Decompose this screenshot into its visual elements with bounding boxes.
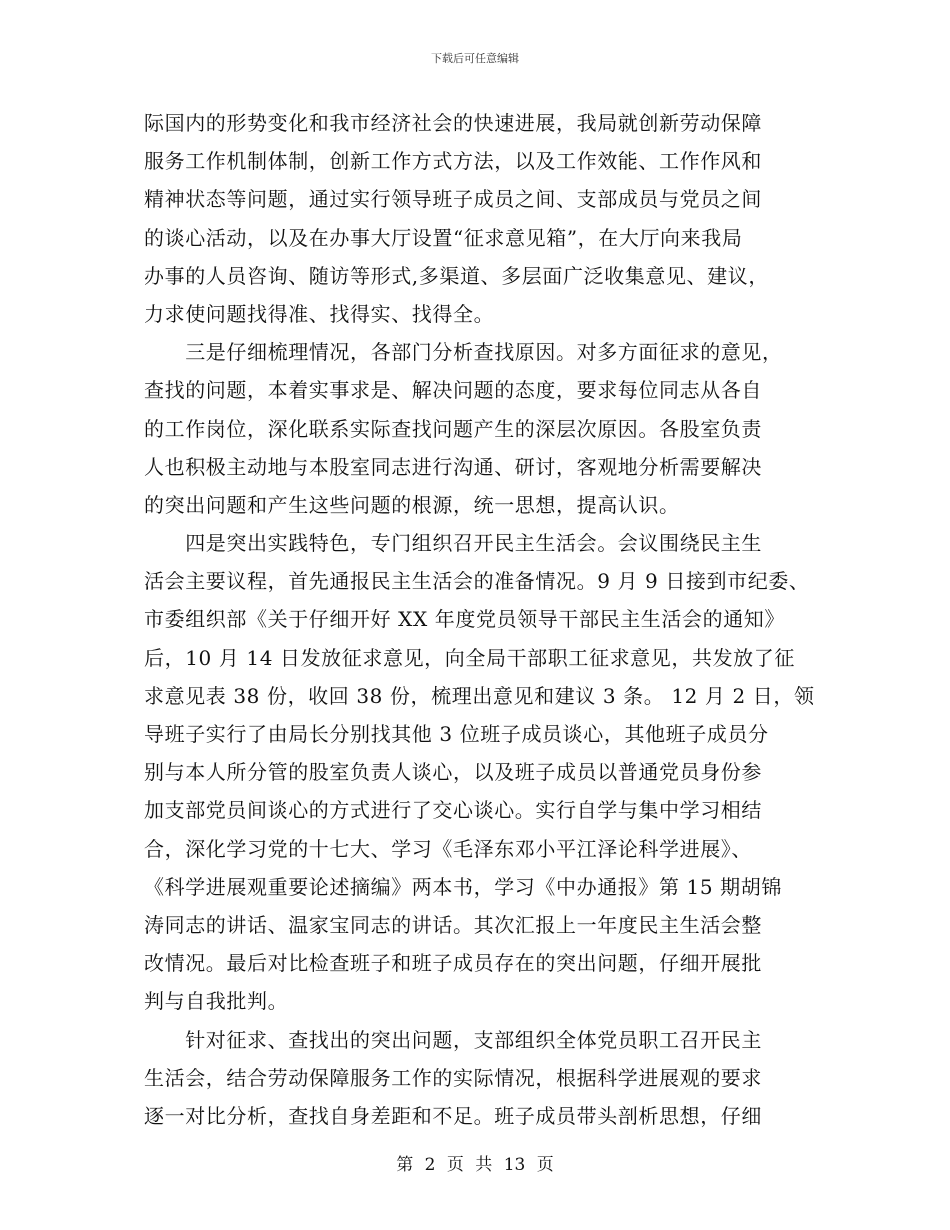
text-line: 人也积极主动地与本股室同志进行沟通、研讨，客观地分析需要解决	[144, 454, 762, 479]
text-line: 后，10 月 14 日发放征求意见，向全局干部职工征求意见，共发放了征	[144, 645, 795, 670]
text-line: 《科学进展观重要论述摘编》两本书，学习《中办通报》第 15 期胡锦	[144, 874, 782, 899]
text-line: 活会主要议程，首先通报民主生活会的准备情况。9 月 9 日接到市纪委、	[144, 569, 810, 594]
text-line: 别与本人所分管的股室负责人谈心，以及班子成员以普通党员身份参	[144, 760, 762, 785]
text-line: 的突出问题和产生这些问题的根源，统一思想，提高认识。	[144, 492, 680, 517]
text-line: 的工作岗位，深化联系实际查找问题产生的深层次原因。各股室负责	[144, 416, 762, 441]
text-line: 力求使问题找得准、找得实、找得全。	[144, 301, 495, 326]
text-line: 逐一对比分析，查找自身差距和不足。班子成员带头剖析思想，仔细	[144, 1103, 762, 1128]
text-line: 服务工作机制体制，创新工作方式方法，以及工作效能、工作作风和	[144, 149, 762, 174]
text-line: 改情况。最后对比检查班子和班子成员存在的突出问题，仔细开展批	[144, 951, 762, 976]
text-line: 生活会，结合劳动保障服务工作的实际情况，根据科学进展观的要求	[144, 1065, 762, 1090]
text-line: 办事的人员咨询、随访等形式,多渠道、多层面广泛收集意见、建议，	[144, 263, 769, 288]
text-line: 三是仔细梳理情况，各部门分析查找原因。对多方面征求的意见，	[144, 340, 783, 365]
text-line: 导班子实行了由局长分别找其他 3 位班子成员谈心，其他班子成员分	[144, 722, 769, 746]
page-footer: 第 2 页 共 13 页	[396, 1155, 554, 1175]
text-line: 针对征求、查找出的突出问题，支部组织全体党员职工召开民主	[144, 1027, 762, 1052]
text-line: 涛同志的讲话、温家宝同志的讲话。其次汇报上一年度民主生活会整	[144, 912, 762, 937]
text-line: 求意见表 38 份，收回 38 份，梳理出意见和建议 3 条。 12 月 2 日，领	[144, 683, 815, 708]
text-line: 判与自我批判。	[144, 989, 289, 1014]
document-body	[144, 104, 814, 1135]
page-header: 下载后可任意编辑	[431, 52, 519, 65]
text-line: 查找的问题，本着实事求是、解决问题的态度，要求每位同志从各自	[144, 378, 762, 403]
text-line: 四是突出实践特色，专门组织召开民主生活会。会议围绕民主生	[144, 531, 762, 556]
text-line: 精神状态等问题，通过实行领导班子成员之间、支部成员与党员之间	[144, 187, 762, 212]
text-line: 的谈心活动，以及在办事大厅设置“征求意见箱”，在大厅向来我局	[144, 225, 743, 250]
text-line: 合，深化学习党的十七大、学习《毛泽东邓小平江泽论科学进展》、	[144, 836, 752, 861]
text-line: 际国内的形势变化和我市经济社会的快速进展，我局就创新劳动保障	[144, 111, 762, 135]
text-line: 加支部党员间谈心的方式进行了交心谈心。实行自学与集中学习相结	[144, 798, 762, 823]
text-line: 市委组织部《关于仔细开好 XX 年度党员领导干部民主生活会的通知》	[144, 607, 785, 632]
